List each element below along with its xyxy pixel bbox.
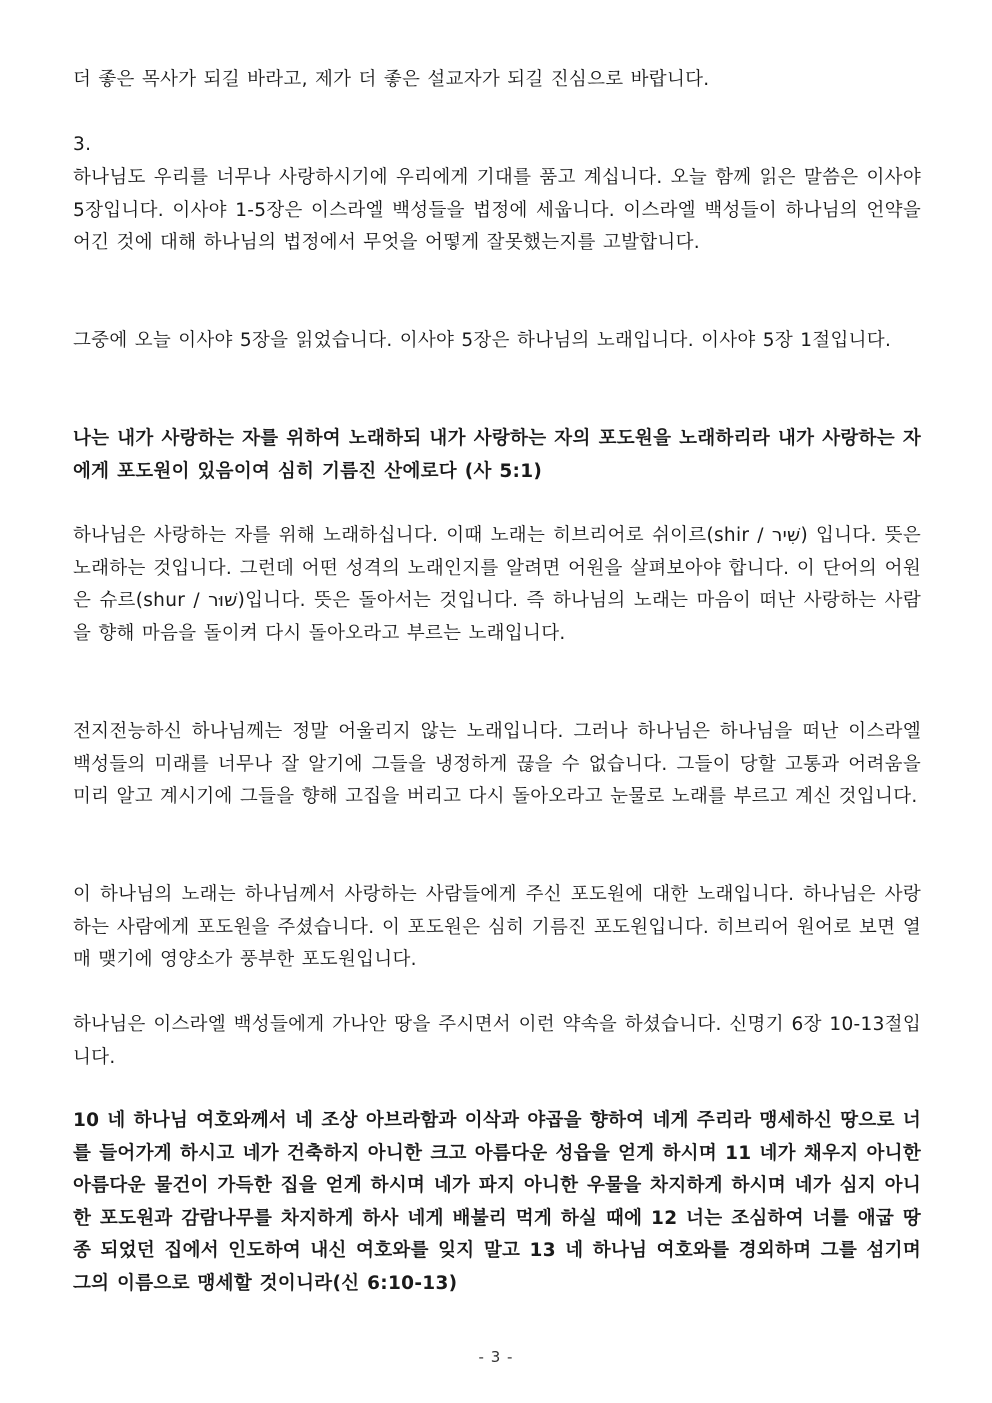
- paragraph-4: 전지전능하신 하나님께는 정말 어울리지 않는 노래입니다. 그러나 하나님은 하나님을 떠난 이스라엘 백성들의 미래를 너무나 잘 알기에 그들을 냉정하게 끊을 수 없습니다. 그들이 당할 고통과 어려움을 미리 알고 계시기에 그들을 향해 고집을 버리고 다시 돌아오라고 눈물로 노래를 부르고 계신 것입니다.: [73, 721, 921, 807]
- paragraph-2: 그중에 오늘 이사야 5장을 읽었습니다. 이사야 5장은 하나님의 노래입니다. 이사야 5장 1절입니다.: [73, 330, 892, 351]
- scripture-quote-isaiah: 나는 내가 사랑하는 자를 위하여 노래하되 내가 사랑하는 자의 포도원을 노래하리라 내가 사랑하는 자에게 포도원이 있음이여 심히 기름진 산에로다 (사 5:1): [73, 428, 921, 482]
- paragraph-intro: 더 좋은 목사가 되길 바라고, 제가 더 좋은 설교자가 되길 진심으로 바랍니다.: [73, 69, 710, 90]
- page-number: - 3 -: [478, 1348, 514, 1366]
- paragraph-6: 하나님은 이스라엘 백성들에게 가나안 땅을 주시면서 이런 약속을 하셨습니다. 신명기 6장 10-13절입니다.: [73, 1014, 921, 1068]
- paragraph-3: 하나님은 사랑하는 자를 위해 노래하십니다. 이때 노래는 히브리어로 쉬이르(shir / שִׁיר) 입니다. 뜻은 노래하는 것입니다. 그런데 어떤 성격의 노래인지를 알려면 어원을 살펴보아야 합니다. 이 단어의 어원은 슈르(shur / שׁוּר)입니다. 뜻은 돌아서는 것입니다. 즉 하나님의 노래는 마음이 떠난 사랑하는 사람을 향해 마음을 돌이켜 다시 돌아오라고 부르는 노래입니다.: [73, 525, 921, 644]
- paragraph-5: 이 하나님의 노래는 하나님께서 사랑하는 사람들에게 주신 포도원에 대한 노래입니다. 하나님은 사랑하는 사람에게 포도원을 주셨습니다. 이 포도원은 심히 기름진 포도원입니다. 히브리어 원어로 보면 열매 맺기에 영양소가 풍부한 포도원입니다.: [73, 884, 921, 970]
- scripture-quote-deuteronomy: 10 네 하나님 여호와께서 네 조상 아브라함과 이삭과 야곱을 향하여 네게 주리라 맹세하신 땅으로 너를 들어가게 하시고 네가 건축하지 아니한 크고 아름다운 성읍을 얻게 하시며 11 네가 채우지 아니한 아름다운 물건이 가득한 집을 얻게 하시며 네가 파지 아니한 우물을 차지하게 하시며 네가 심지 아니한 포도원과 감람나무를 차지하게 하사 네게 배불리 먹게 하실 때에 12 너는 조심하여 너를 애굽 땅 종 되었던 집에서 인도하여 내신 여호와를 잊지 말고 13 네 하나님 여호와를 경외하며 그를 섬기며 그의 이름으로 맹세할 것이니라(신 6:10-13): [73, 1110, 921, 1294]
- paragraph-1: 하나님도 우리를 너무나 사랑하시기에 우리에게 기대를 품고 계십니다. 오늘 함께 읽은 말씀은 이사야 5장입니다. 이사야 1-5장은 이스라엘 백성들을 법정에 세웁니다. 이스라엘 백성들이 하나님의 언약을 어긴 것에 대해 하나님의 법정에서 무엇을 어떻게 잘못했는지를 고발합니다.: [73, 167, 921, 253]
- section-number: 3.: [73, 134, 92, 155]
